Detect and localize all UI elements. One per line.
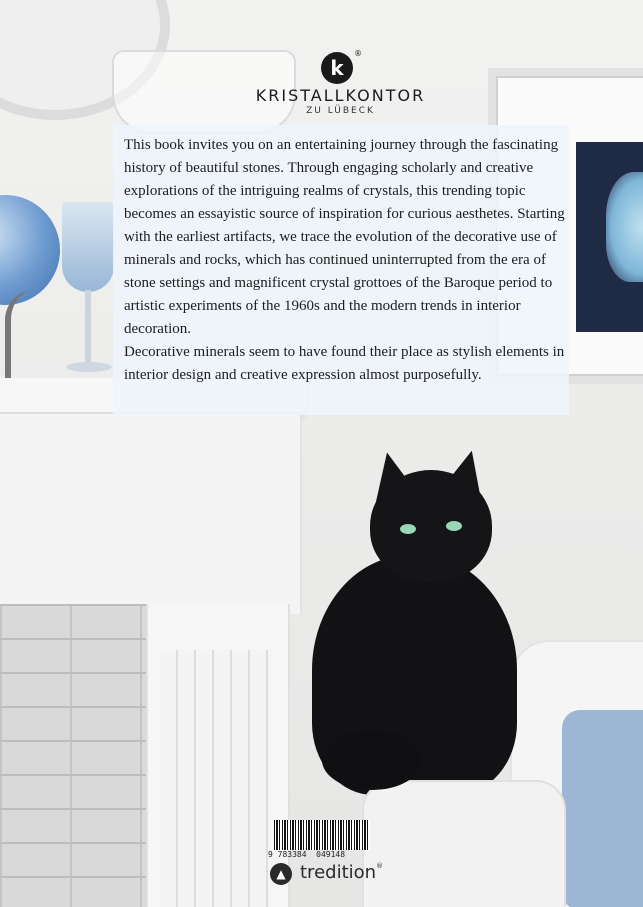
cat-right-eye [446, 521, 462, 531]
publisher-name: tredition [300, 862, 377, 883]
publisher-registered-mark: ® [376, 862, 384, 870]
kristallkontor-logo [253, 49, 428, 122]
cat-left-eye [400, 524, 416, 534]
wine-glass-bowl [62, 202, 114, 292]
picture-crystal [606, 172, 643, 282]
registered-mark: ® [354, 49, 362, 58]
black-cat-head [370, 470, 492, 582]
wine-glass-base [66, 362, 112, 372]
sphere-stand [5, 290, 51, 380]
barcode-bars [274, 820, 370, 850]
tredition-logo-icon: ▲ [270, 863, 292, 885]
isbn-barcode [268, 820, 372, 864]
brick-wall [0, 604, 150, 907]
logo-name: KRISTALLKONTOR [255, 86, 426, 105]
barcode-number: 9 783384 049148 [268, 850, 346, 859]
mantel-body [0, 414, 302, 614]
picture-dark-matte [576, 142, 643, 332]
blue-crystal-sphere [0, 195, 60, 305]
blurb-paragraph-1: This book invites you on an entertaining journey through the fascinating history of beautiful stones. Through engaging scholarly and creative explorations of the intriguing realms of crystals, this trending topic becomes an essayistic source of inspiration for curious aesthetes. Starting with the earliest artifacts, we trace the evolution of the decorative use of minerals and rocks, which has continued uninterrupted from the era of stone settings and magnificent crystal grottoes of the Baroque period to artistic experiments of the 1960s and the modern trends in interior decoration. [124, 137, 565, 337]
k-logo-icon: k [321, 52, 353, 84]
blurb-paragraph-2: Decorative minerals seem to have found their place as stylish elements in interior design and creative expression almost purposefully. [124, 344, 565, 383]
wine-glass-stem [85, 290, 91, 365]
blue-pillow [562, 710, 643, 907]
pillar-fluting [160, 650, 270, 907]
blurb-text [124, 134, 566, 387]
cat-tail [322, 730, 422, 790]
logo-subtitle: ZU LÜBECK [306, 106, 375, 116]
sofa-armrest [362, 780, 566, 907]
